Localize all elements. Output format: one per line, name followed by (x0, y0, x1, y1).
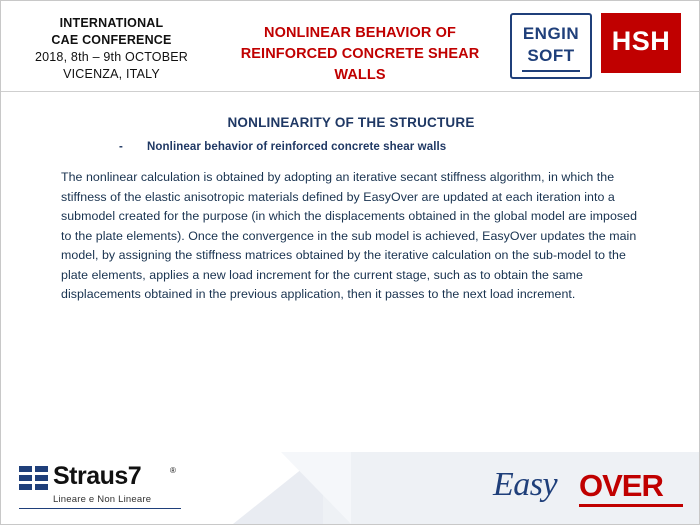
straus7-underline (19, 508, 181, 509)
easyover-wordmark-easy: Easy (493, 466, 558, 503)
bullet-item-label: Nonlinear behavior of reinforced concrete shear walls (147, 141, 447, 153)
enginsoft-logo-line-2: SOFT (527, 46, 575, 65)
slide-footer (1, 452, 700, 524)
slide-header (1, 1, 700, 93)
straus7-tagline: Lineare e Non Lineare (53, 494, 152, 505)
straus7-grid-icon (19, 466, 49, 494)
footer-shape-highlight (281, 452, 351, 524)
bullet-dash-icon: - (119, 141, 123, 153)
conference-line-4: VICENZA, ITALY (63, 67, 160, 81)
hsh-logo (601, 13, 681, 73)
enginsoft-logo (510, 13, 592, 79)
header-divider (1, 91, 700, 92)
straus7-wordmark: Straus7 (53, 462, 142, 490)
enginsoft-logo-line-1: ENGIN (522, 24, 580, 43)
easyover-logo (493, 466, 688, 510)
conference-info (9, 15, 214, 83)
straus7-logo (19, 464, 229, 514)
easyover-underline (579, 504, 683, 507)
enginsoft-logo-rule (522, 70, 580, 72)
hsh-logo-label: HSH (611, 26, 671, 56)
presentation-title: NONLINEAR BEHAVIOR OF REINFORCED CONCRETE SHEAR WALLS (240, 25, 480, 83)
conference-line-1: INTERNATIONAL (59, 16, 164, 30)
conference-line-3: 2018, 8th – 9th OCTOBER (34, 50, 189, 64)
body-paragraph: The nonlinear calculation is obtained by adopting an iterative secant stiffness algorithm, in which the stiffness of the elastic anisotropic materials defined by EasyOver are updated at each iteration into a submodel created for the purpose (in which the displacements obtained in the global model are imposed to the plate elements). Once the convergence in the sub model is achieved, EasyOver updates the main model, by assigning the stiffness matrices obtained by the iterative calculation on the sub-model to the plate elements, applies a new load increment for the current stage, such as to obtain the same displacements obtained in the previous application, then it passes to the next load increment. (61, 170, 638, 301)
easyover-wordmark-over: OVER (579, 468, 663, 503)
conference-line-2: CAE CONFERENCE (51, 33, 172, 47)
section-title: NONLINEARITY OF THE STRUCTURE (227, 115, 475, 130)
straus7-registered-mark: ® (170, 466, 176, 475)
